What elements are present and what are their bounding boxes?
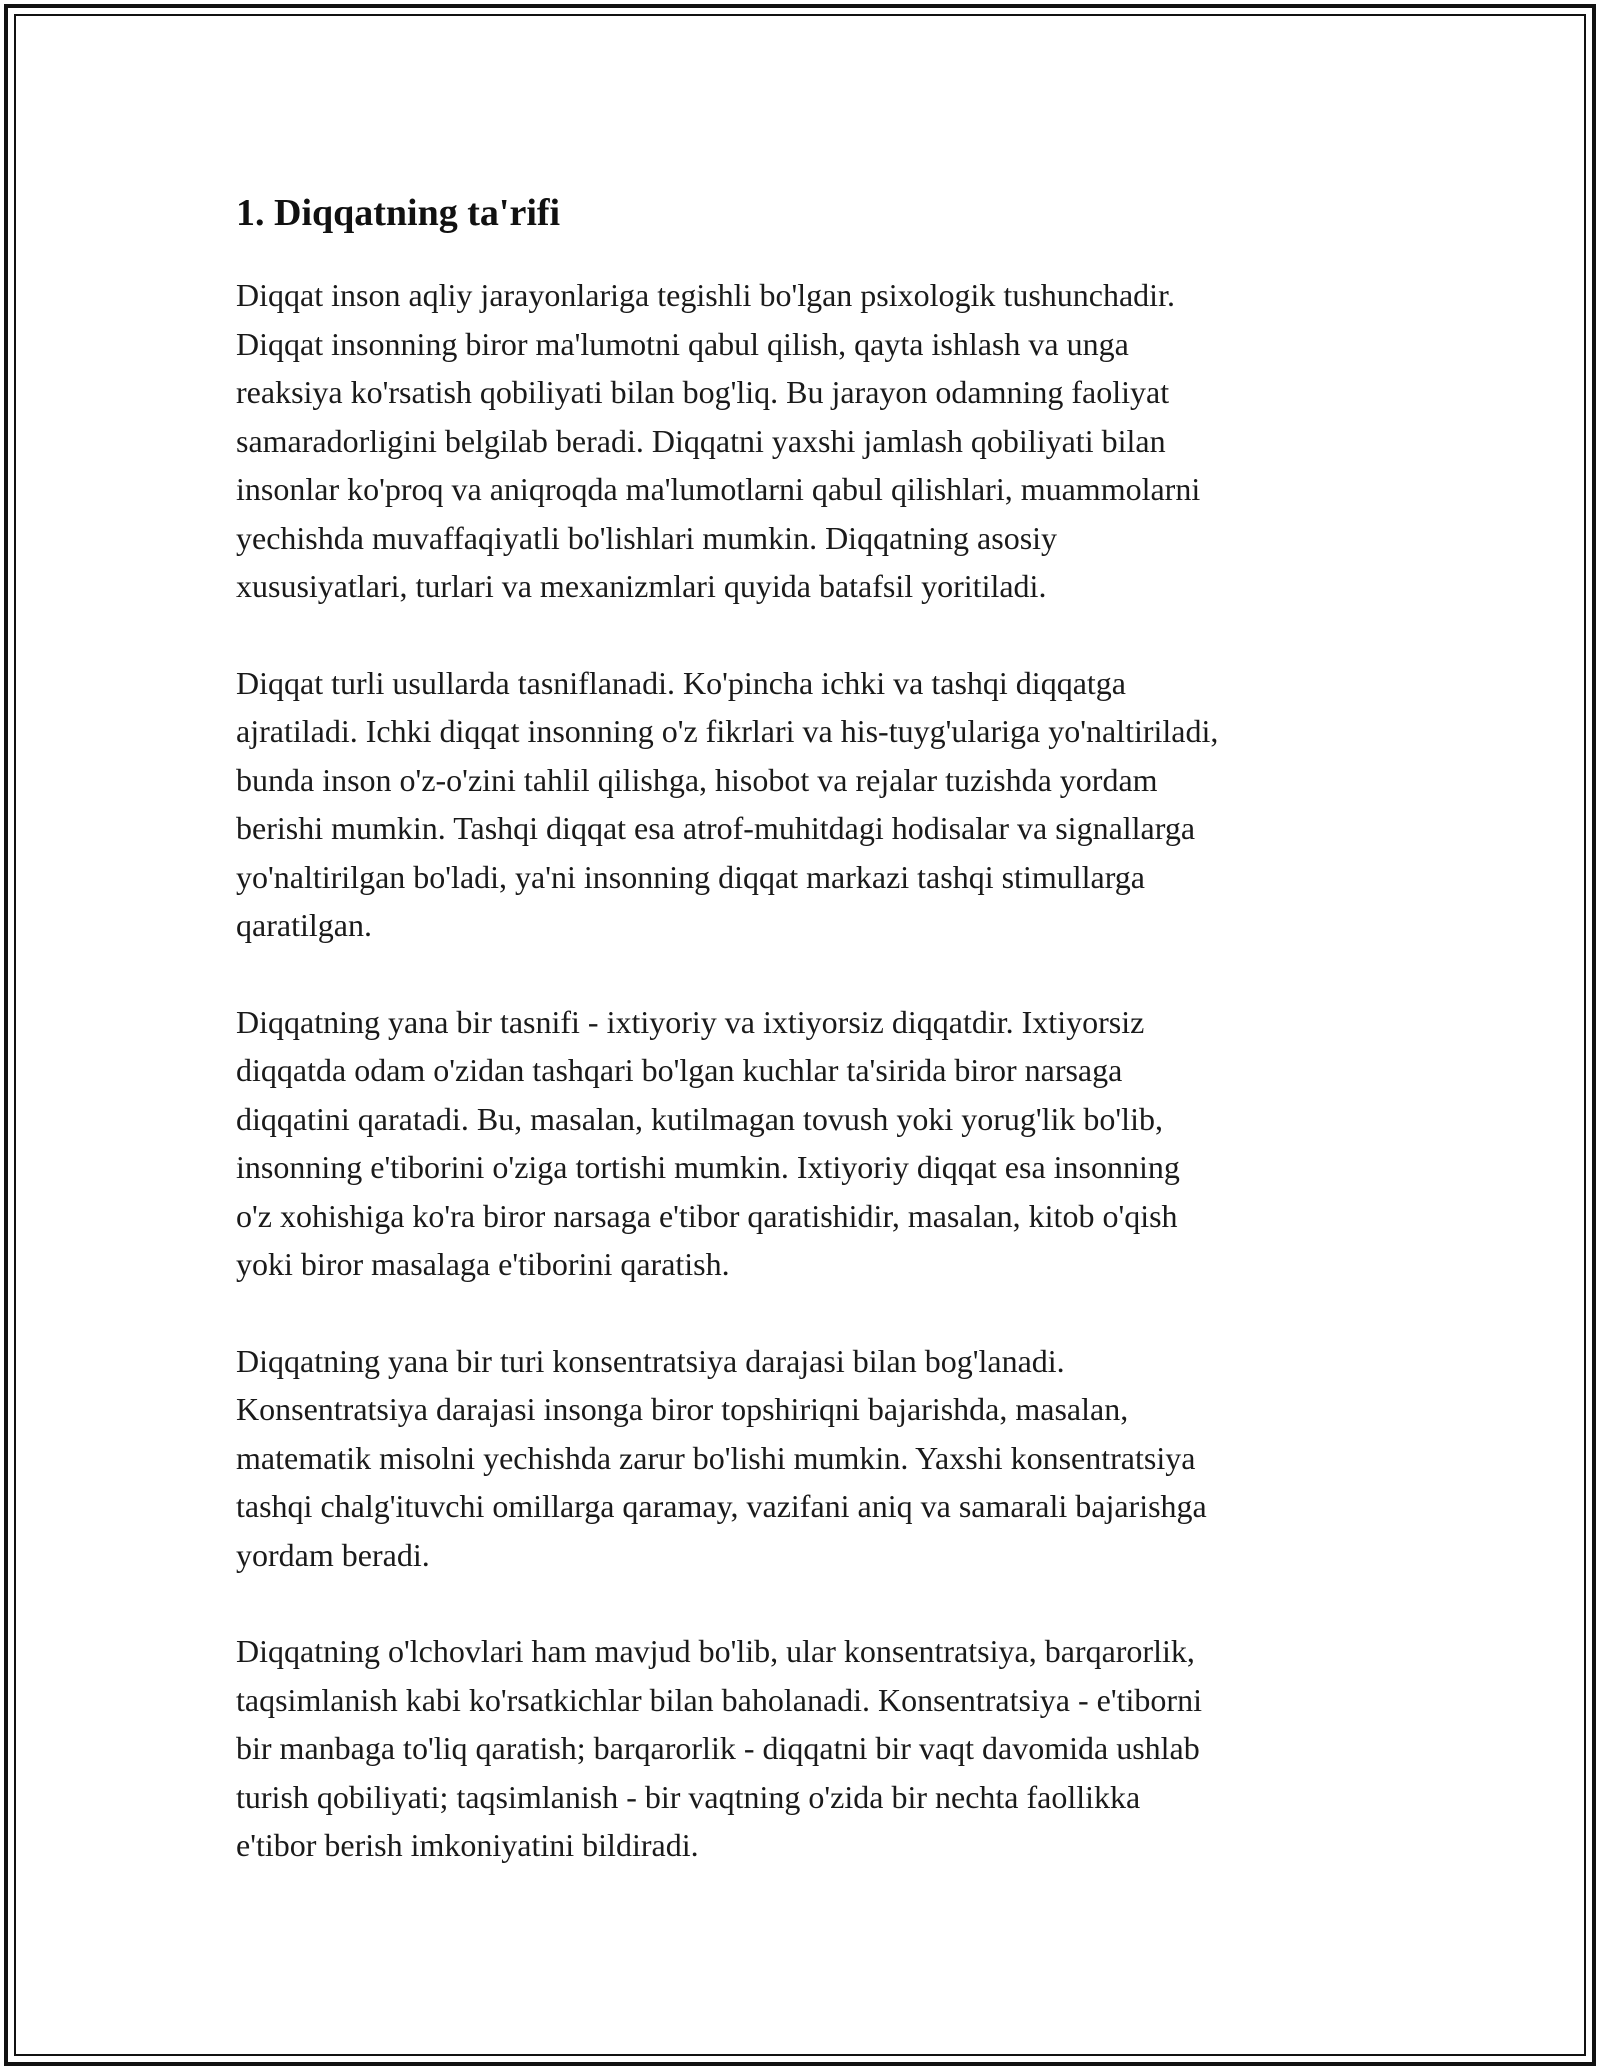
text-line: Diqqat insonning biror ma'lumotni qabul qilish, qayta ishlash va unga — [236, 325, 1129, 362]
paragraph-definition — [236, 271, 1376, 611]
text-line: Diqqatning yana bir turi konsentratsiya darajasi bilan bog'lanadi. — [236, 1342, 1065, 1379]
text-line: xususiyatlari, turlari va mexanizmlari quyida batafsil yoritiladi. — [236, 568, 1047, 604]
text-line: insonning e'tiborini o'ziga tortishi mumkin. Ixtiyoriy diqqat esa insonning — [236, 1149, 1180, 1185]
text-line: matematik misolni yechishda zarur bo'lishi mumkin. Yaxshi konsentratsiya — [236, 1439, 1196, 1476]
text-line: o'z xohishiga ko'ra biror narsaga e'tibor qaratishidir, masalan, kitob o'qish — [236, 1197, 1178, 1234]
text-line: Diqqat inson aqliy jarayonlariga tegishli bo'lgan psixologik tushunchadir. — [236, 277, 1175, 313]
text-line: bir manbaga to'liq qaratish; barqarorlik - diqqatni bir vaqt davomida ushlab — [236, 1730, 1200, 1766]
text-line: berishi mumkin. Tashqi diqqat esa atrof-muhitdagi hodisalar va signallarga — [236, 810, 1196, 846]
text-line: insonlar ko'proq va aniqroqda ma'lumotlarni qabul qilishlari, muammolarni — [236, 471, 1201, 507]
text-line: diqqatda odam o'zidan tashqari bo'lgan kuchlar ta'sirida biror narsaga — [236, 1052, 1123, 1088]
paragraph-internal-external — [236, 659, 1376, 950]
section-heading: 1. Diqqatning ta'rifi — [236, 192, 561, 234]
paragraph-voluntary-involuntary — [236, 998, 1376, 1289]
text-line: Diqqatning o'lchovlari ham mavjud bo'lib, ular konsentratsiya, barqarorlik, — [236, 1633, 1195, 1669]
text-line: yechishda muvaffaqiyatli bo'lishlari mumkin. Diqqatning asosiy — [236, 519, 1058, 556]
text-line: Diqqatning yana bir tasnifi - ixtiyoriy va ixtiyorsiz diqqatdir. Ixtiyorsiz — [236, 1003, 1145, 1040]
document-body — [236, 185, 1376, 1918]
text-line: qaratilgan. — [236, 907, 372, 943]
text-line: reaksiya ko'rsatish qobiliyati bilan bog'liq. Bu jarayon odamning faoliyat — [236, 374, 1170, 410]
text-line: yo'naltirilgan bo'ladi, ya'ni insonning diqqat markazi tashqi stimullarga — [236, 858, 1145, 895]
text-line: yordam beradi. — [236, 1536, 430, 1573]
paragraph-concentration — [236, 1337, 1376, 1580]
text-line: Diqqat turli usullarda tasniflanadi. Ko'pincha ichki va tashqi diqqatga — [236, 664, 1126, 701]
text-line: samaradorligini belgilab beradi. Diqqatni yaxshi jamlash qobiliyati bilan — [236, 422, 1166, 459]
paragraph-measures — [236, 1627, 1376, 1870]
text-line: e'tibor berish imkoniyatini bildiradi. — [236, 1827, 699, 1863]
text-line: tashqi chalg'ituvchi omillarga qaramay, vazifani aniq va samarali bajarishga — [236, 1488, 1207, 1524]
text-line: Konsentratsiya darajasi insonga biror topshiriqni bajarishda, masalan, — [236, 1391, 1129, 1427]
text-line: turish qobiliyati; taqsimlanish - bir vaqtning o'zida bir nechta faollikka — [236, 1778, 1141, 1815]
text-line: taqsimlanish kabi ko'rsatkichlar bilan baholanadi. Konsentratsiya - e'tiborni — [236, 1681, 1202, 1718]
text-line: yoki biror masalaga e'tiborini qaratish. — [236, 1246, 730, 1282]
text-line: bunda inson o'z-o'zini tahlil qilishga, hisobot va rejalar tuzishda yordam — [236, 761, 1158, 798]
text-line: diqqatini qaratadi. Bu, masalan, kutilmagan tovush yoki yorug'lik bo'lib, — [236, 1100, 1163, 1137]
text-line: ajratiladi. Ichki diqqat insonning o'z fikrlari va his-tuyg'ulariga yo'naltiriladi, — [236, 713, 1219, 749]
